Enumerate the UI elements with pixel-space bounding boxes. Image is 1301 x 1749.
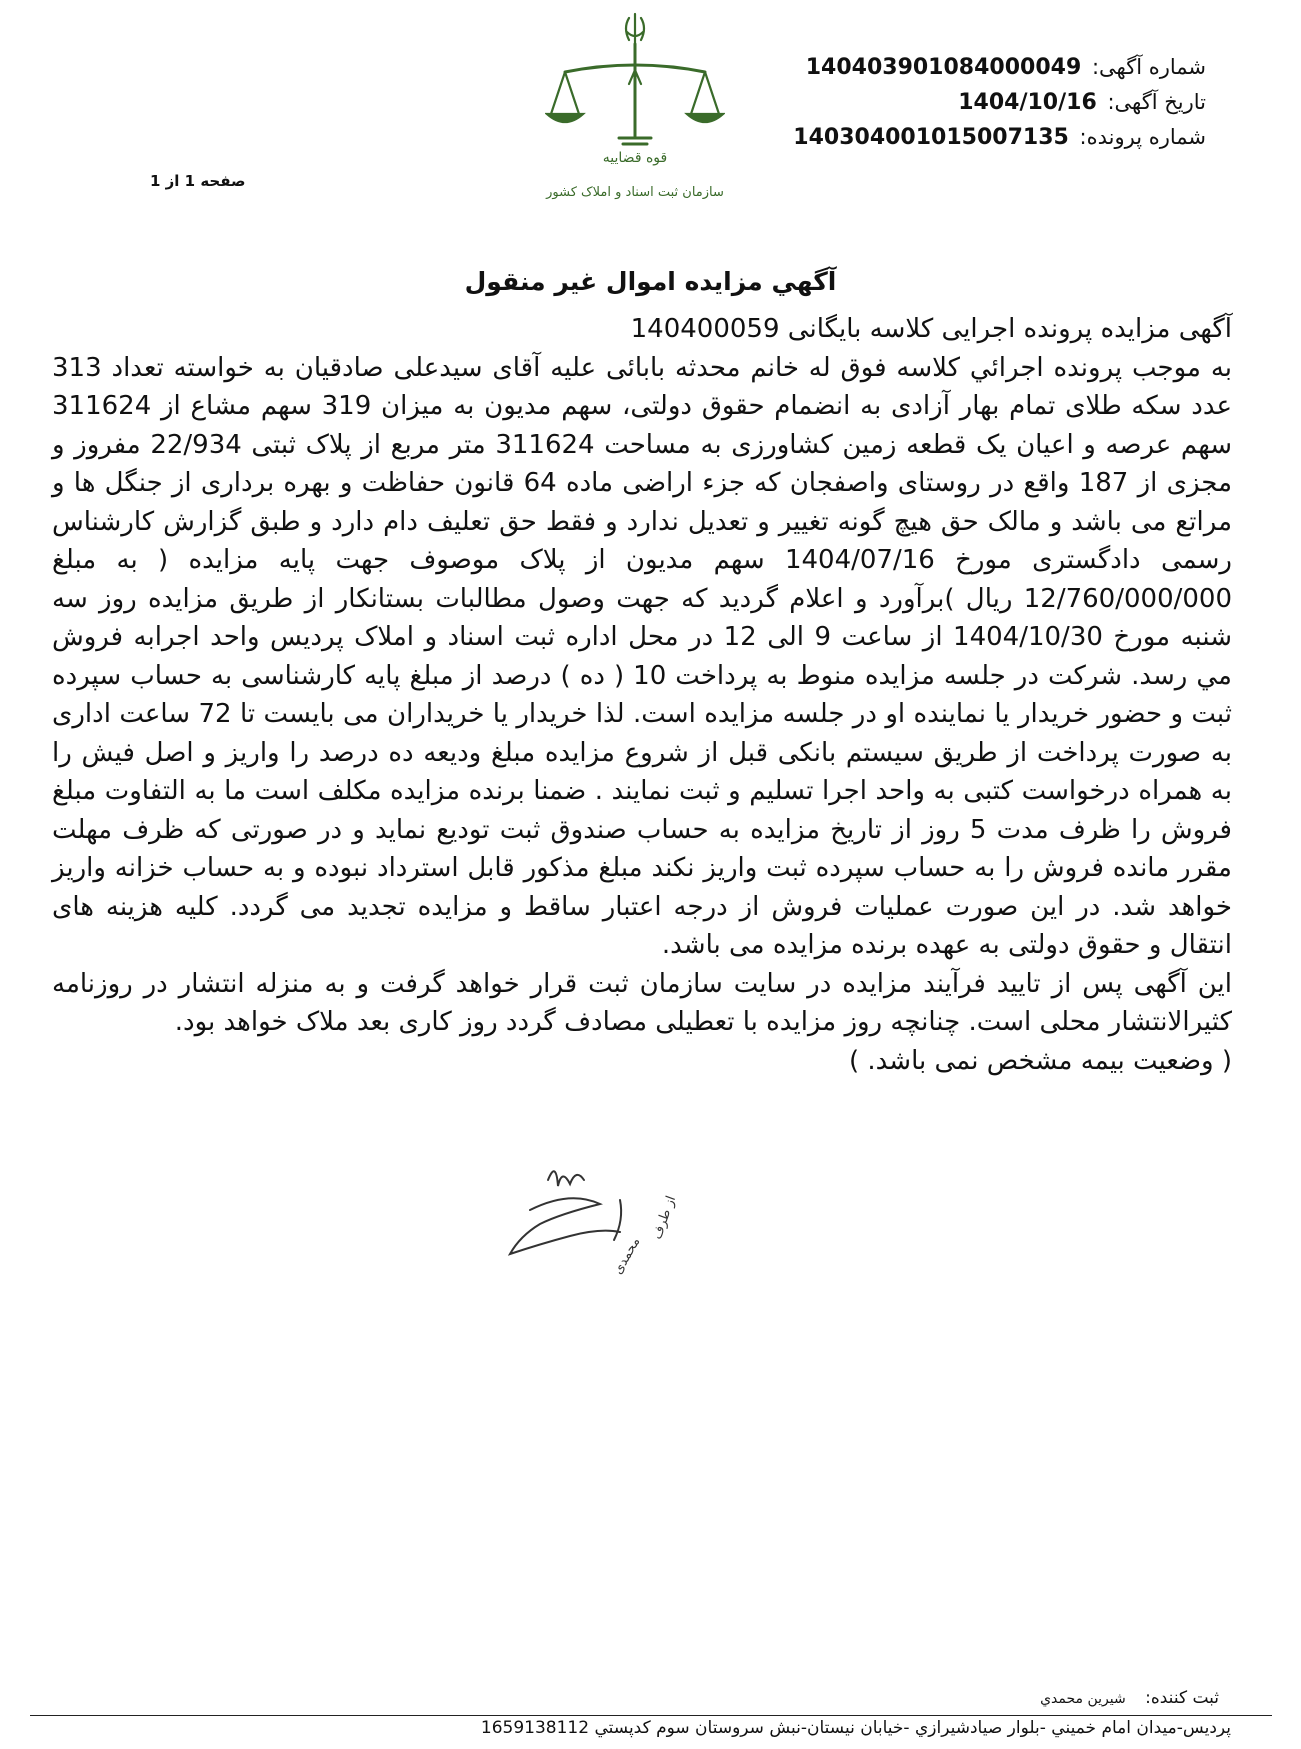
registrar bbox=[1040, 1688, 1219, 1708]
ad-date-value: 1404/10/16 bbox=[958, 90, 1097, 115]
body-paragraph-insurance: ( وضعیت بیمه مشخص نمی باشد. ) bbox=[848, 1045, 1232, 1076]
registrar-name: شيرين محمدي bbox=[1040, 1691, 1126, 1707]
signature bbox=[470, 1150, 690, 1300]
body-paragraph-case: آگهی مزایده پرونده اجرایی کلاسه بایگانی 140400059 bbox=[630, 314, 1232, 344]
page-indicator: صفحه 1 از 1 bbox=[150, 172, 246, 190]
case-number-label: شماره پرونده: bbox=[1079, 125, 1206, 149]
signature-icon bbox=[470, 1150, 690, 1300]
body-paragraph-publication: این آگهی پس از تایید فرآیند مزایده در سایت سازمان ثبت قرار خواهد گرفت و به منزله انتشار در روزنامه کثیرالانتشار محلی است. چنانچه روز مزایده با تعطیلی مصادف گردد روز کاری بعد ملاک خواهد بود. bbox=[52, 968, 1232, 1037]
emblem-caption-judiciary: قوه قضاییه bbox=[602, 150, 668, 166]
ad-number-row bbox=[786, 50, 1206, 85]
ad-metadata bbox=[786, 50, 1206, 155]
case-number-row bbox=[786, 120, 1206, 155]
ad-date-label: تاریخ آگهی: bbox=[1107, 90, 1206, 114]
emblem-caption-organization: سازمان ثبت اسناد و املاک کشور bbox=[546, 185, 724, 200]
scales-of-justice-icon bbox=[545, 10, 725, 215]
office-address: پرديس-ميدان امام خميني -بلوار صيادشيرازي -خيابان نيستان-نبش سروستان سوم كدپستي 1659138112 bbox=[480, 1718, 1231, 1738]
signature-caption-name: محمدی bbox=[610, 1234, 644, 1277]
ad-number-value: 140403901084000049 bbox=[805, 55, 1082, 80]
document-title: آگهي مزايده اموال غير منقول bbox=[464, 267, 837, 296]
registrar-label: ثبت کننده: bbox=[1145, 1688, 1219, 1708]
footer-divider bbox=[30, 1715, 1272, 1716]
signature-caption-from: از طرف bbox=[649, 1193, 680, 1242]
ad-number-label: شماره آگهی: bbox=[1091, 55, 1206, 79]
ad-date-row bbox=[786, 85, 1206, 120]
auction-notice-body bbox=[52, 310, 1232, 1080]
case-number-value: 140304001015007135 bbox=[793, 125, 1069, 150]
judiciary-emblem bbox=[545, 10, 725, 215]
body-paragraph-main: به موجب پرونده اجرائي كلاسه فوق له خانم محدثه بابائی علیه آقای سیدعلی صادقیان به خواسته تعداد 313 عدد سکه طلای تمام بهار آزادی به انضمام حقوق دولتی، سهم مدیون به میزان 319 سهم مشاع از 311624 سهم عرصه و اعیان یک قطعه زمین کشاورزی به مساحت 311624 متر مربع از پلاک ثبتی 22/934 مفروز و مجزی از 187 واقع در روستای واصفجان که جزء اراضی ماده 64 قانون حفاظت و بهره برداری از جنگل ها و مراتع می باشد و مالک حق هیچ گونه تغییر و تعدیل ندارد و فقط حق تعلیف دام دارد و طبق گزارش کارشناس رسمی دادگستری مورخ 1404/07/16 سهم مدیون از پلاک موصوف جهت پایه مزایده ( به مبلغ 12/760/000/000 ریال )برآورد و اعلام گردید که جهت وصول مطالبات بستانکار از طریق مزایده روز سه شنبه مورخ 1404/10/30 از ساعت 9 الی 12 در محل اداره ثبت اسناد و املاک پردیس واحد اجرابه فروش مي رسد. شرکت در جلسه مزایده منوط به پرداخت 10 ( ده ) درصد از مبلغ پایه کارشناسی به حساب سپرده ثبت و حضور خریدار یا نماینده او در جلسه مزایده است. لذا خریدار یا خریداران می بایست تا 72 ساعت اداری به صورت پرداخت از طریق سیستم بانکی قبل از شروع مزایده مبلغ ودیعه ده درصد را واریز و اصل فیش را به همراه درخواست کتبی به واحد اجرا تسلیم و ثبت نمایند . ضمنا برنده مزایده مکلف است ما به التفاوت مبلغ فروش را ظرف مدت 5 روز از تاریخ مزایده به حساب صندوق ثبت تودیع نماید و در صورتی که ظرف مهلت مقرر مانده فروش را به حساب سپرده ثبت واریز نکند مبلغ مذکور قابل استرداد نبوده و به حساب خزانه واریز خواهد شد. در این صورت عملیات فروش از درجه اعتبار ساقط و مزایده تجدید می گردد. کلیه هزینه های انتقال و حقوق دولتی به عهده برنده مزایده می باشد. bbox=[52, 352, 1232, 960]
